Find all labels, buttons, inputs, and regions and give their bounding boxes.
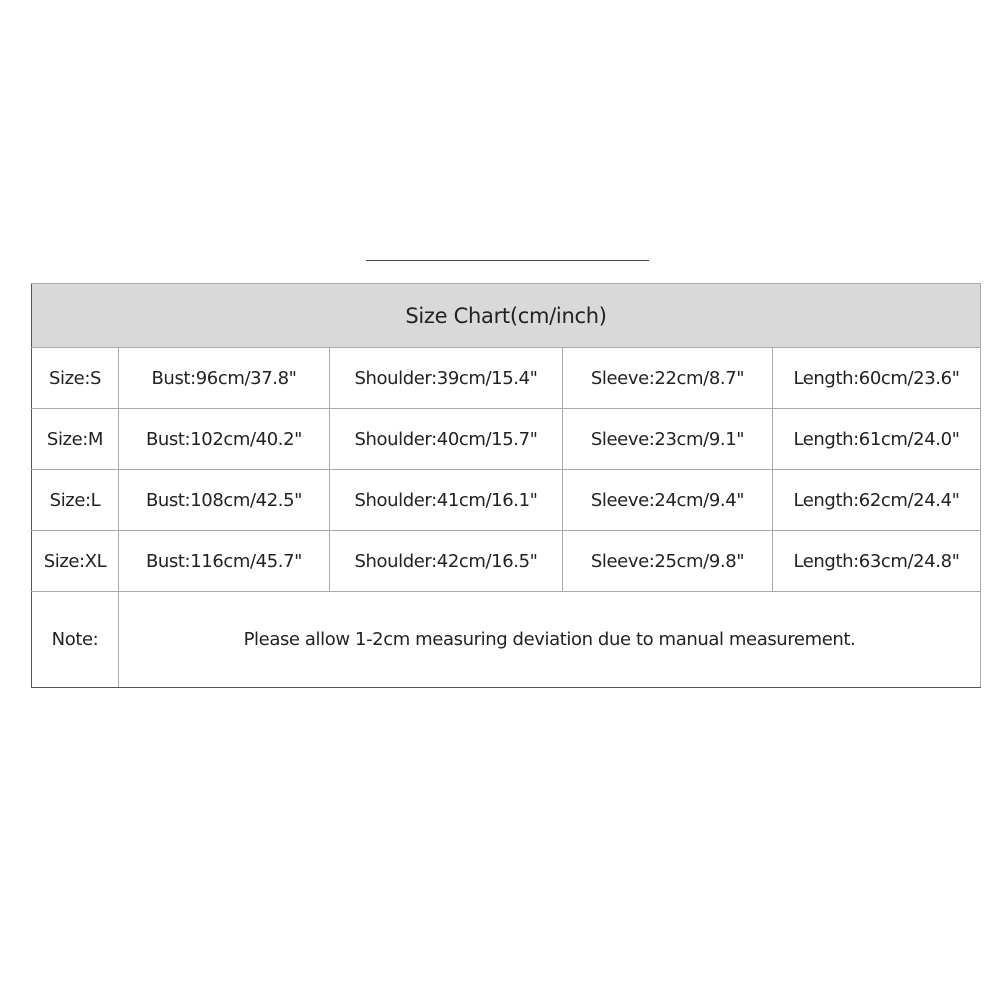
bust-cell: Bust:116cm/45.7" (119, 531, 330, 592)
shoulder-cell: Shoulder:42cm/16.5" (330, 531, 563, 592)
bust-cell: Bust:102cm/40.2" (119, 409, 330, 470)
shoulder-cell: Shoulder:39cm/15.4" (330, 348, 563, 409)
size-cell: Size:S (32, 348, 119, 409)
sleeve-cell: Sleeve:23cm/9.1" (563, 409, 773, 470)
table-row (32, 348, 981, 409)
shoulder-cell: Shoulder:41cm/16.1" (330, 470, 563, 531)
size-chart-header-row (32, 284, 981, 348)
size-cell: Size:XL (32, 531, 119, 592)
sleeve-cell: Sleeve:25cm/9.8" (563, 531, 773, 592)
table-row (32, 470, 981, 531)
size-cell: Size:L (32, 470, 119, 531)
sleeve-cell: Sleeve:22cm/8.7" (563, 348, 773, 409)
shoulder-cell: Shoulder:40cm/15.7" (330, 409, 563, 470)
length-cell: Length:60cm/23.6" (773, 348, 981, 409)
size-chart-table (31, 283, 981, 688)
bust-cell: Bust:96cm/37.8" (119, 348, 330, 409)
note-label: Note: (32, 592, 119, 688)
length-cell: Length:63cm/24.8" (773, 531, 981, 592)
size-cell: Size:M (32, 409, 119, 470)
sleeve-cell: Sleeve:24cm/9.4" (563, 470, 773, 531)
length-cell: Length:62cm/24.4" (773, 470, 981, 531)
table-row (32, 531, 981, 592)
table-row (32, 409, 981, 470)
note-text: Please allow 1-2cm measuring deviation due to manual measurement. (119, 592, 981, 688)
note-row (32, 592, 981, 688)
bust-cell: Bust:108cm/42.5" (119, 470, 330, 531)
size-chart-title: Size Chart(cm/inch) (32, 284, 981, 348)
length-cell: Length:61cm/24.0" (773, 409, 981, 470)
decorative-rule (366, 260, 649, 261)
